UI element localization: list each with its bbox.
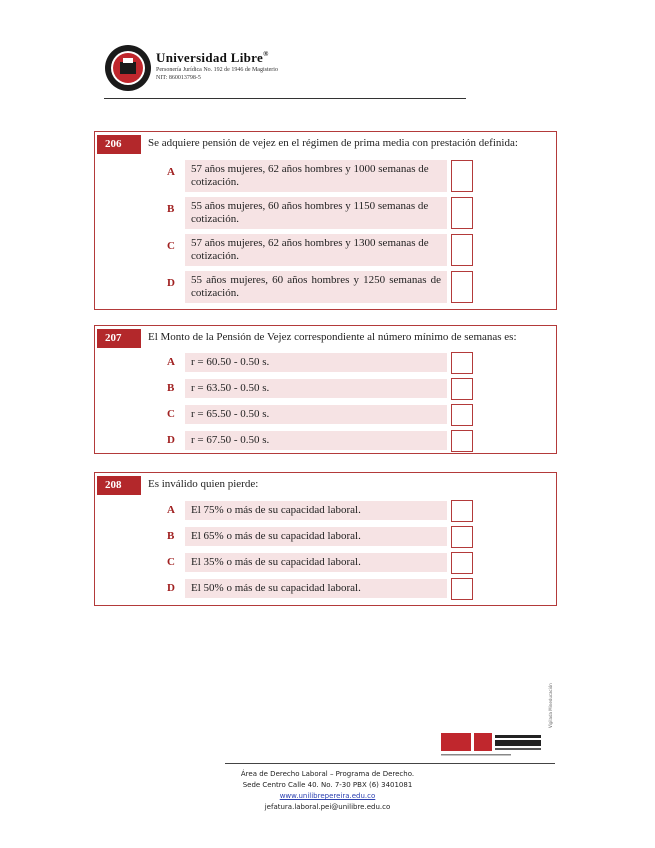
option-text: r = 60.50 - 0.50 s. (185, 353, 447, 372)
question-number: 207 (97, 329, 141, 348)
answer-box[interactable] (451, 404, 473, 426)
question-text: El Monto de la Pensión de Vejez correspondiente al número mínimo de semanas es: (148, 331, 517, 343)
answer-box[interactable] (451, 271, 473, 303)
option-text: r = 63.50 - 0.50 s. (185, 379, 447, 398)
header-divider (104, 98, 466, 99)
option-text: El 75% o más de su capacidad laboral. (185, 501, 447, 520)
option-text: r = 67.50 - 0.50 s. (185, 431, 447, 450)
answer-box[interactable] (451, 500, 473, 522)
footer-email[interactable]: jefatura.laboral.pei@unilibre.edu.co (264, 803, 391, 811)
footer-website-link[interactable]: www.unilibrepereira.edu.co (279, 792, 376, 800)
question-number: 206 (97, 135, 141, 154)
answer-box[interactable] (451, 378, 473, 400)
answer-box[interactable] (451, 552, 473, 574)
option-letter: D (167, 277, 175, 289)
option-letter: B (167, 203, 175, 215)
option-letter: B (167, 382, 175, 394)
option-letter: A (167, 166, 175, 178)
option-text: r = 65.50 - 0.50 s. (185, 405, 447, 424)
option-letter: C (167, 240, 175, 252)
university-subtitle: Personería Jurídica No. 192 de 1946 de Magisterio NIT: 860013798-5 (156, 67, 278, 81)
option-letter: A (167, 504, 175, 516)
page-footer (195, 769, 460, 813)
answer-box[interactable] (451, 197, 473, 229)
option-text: El 65% o más de su capacidad laboral. (185, 527, 447, 546)
answer-box[interactable] (451, 352, 473, 374)
option-letter: D (167, 582, 175, 594)
answer-box[interactable] (451, 160, 473, 192)
answer-box[interactable] (451, 526, 473, 548)
side-note: Vigilada Mineducación (548, 683, 553, 728)
option-letter: D (167, 434, 175, 446)
option-text: 55 años mujeres, 60 años hombres y 1150 semanas de cotización. (185, 197, 447, 229)
question-208 (94, 472, 557, 606)
page-header (104, 44, 466, 100)
question-text: Es inválido quien pierde: (148, 478, 259, 490)
answer-box[interactable] (451, 578, 473, 600)
option-text: 57 años mujeres, 62 años hombres y 1300 semanas de cotización. (185, 234, 447, 266)
option-text: El 35% o más de su capacidad laboral. (185, 553, 447, 572)
option-text: 55 años mujeres, 60 años hombres y 1250 semanas de cotización. (185, 271, 447, 303)
option-text: El 50% o más de su capacidad laboral. (185, 579, 447, 598)
university-name: Universidad Libre® (156, 50, 269, 65)
accreditation-logo-icon (441, 731, 541, 759)
question-text: Se adquiere pensión de vejez en el régimen de prima media con prestación definida: (148, 137, 518, 149)
question-number: 208 (97, 476, 141, 495)
answer-box[interactable] (451, 234, 473, 266)
option-letter: A (167, 356, 175, 368)
footer-address: Sede Centro Calle 40. No. 7-30 PBX (6) 3401081 (242, 781, 413, 789)
option-letter: B (167, 530, 175, 542)
option-text: 57 años mujeres, 62 años hombres y 1000 semanas de cotización. (185, 160, 447, 192)
footer-department: Área de Derecho Laboral – Programa de Derecho. (240, 770, 415, 778)
university-seal-icon (104, 44, 152, 92)
option-letter: C (167, 556, 175, 568)
question-206 (94, 131, 557, 310)
answer-box[interactable] (451, 430, 473, 452)
footer-divider (225, 763, 555, 764)
question-207 (94, 325, 557, 454)
option-letter: C (167, 408, 175, 420)
